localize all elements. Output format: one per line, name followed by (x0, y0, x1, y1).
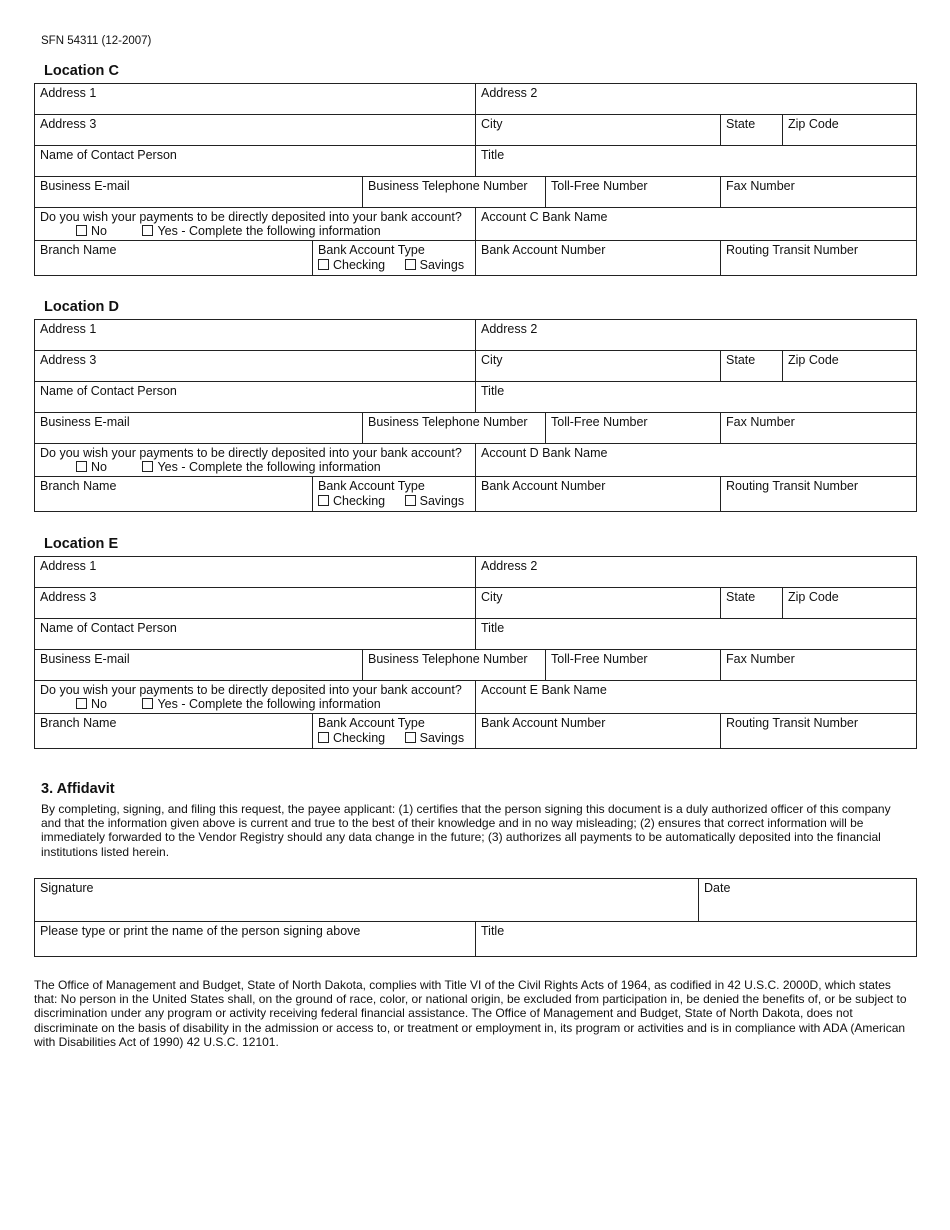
state-label: State (726, 353, 756, 367)
checking-checkbox[interactable] (318, 495, 329, 506)
address2-label: Address 2 (481, 559, 538, 573)
location-table (34, 83, 917, 276)
branch-label: Branch Name (40, 243, 117, 257)
tollfree-label: Toll-Free Number (551, 415, 648, 429)
date-field[interactable] (699, 879, 917, 922)
no-checkbox[interactable] (76, 698, 87, 709)
deposit-question (35, 444, 476, 477)
phone-label: Business Telephone Number (368, 415, 528, 429)
routing-label: Routing Transit Number (726, 479, 859, 493)
title-field[interactable] (476, 382, 917, 413)
address2-field[interactable] (476, 320, 917, 351)
email-field[interactable] (35, 177, 363, 208)
no-checkbox[interactable] (76, 461, 87, 472)
routing-field[interactable] (721, 241, 917, 276)
no-checkbox[interactable] (76, 225, 87, 236)
phone-field[interactable] (363, 177, 546, 208)
checking-checkbox[interactable] (318, 732, 329, 743)
tollfree-field[interactable] (546, 177, 721, 208)
affidavit-text: By completing, signing, and filing this request, the payee applicant: (1) certifies that the person signing this document is a duly authorized officer of this company and that the information given above is current and true to the best of their knowledge and in no way misleading; (2) ensures that correct information will be immediately forwarded to the Vendor Registry should any data change in the future; (3) authorizes all payments to be automatically deposited into the financial institutions listed herein. (41, 802, 891, 859)
deposit-question-label: Do you wish your payments to be directly deposited into your bank account? (40, 683, 462, 697)
savings-checkbox[interactable] (405, 732, 416, 743)
address1-label: Address 1 (40, 322, 97, 336)
no-label: No (91, 697, 107, 711)
zip-field[interactable] (783, 588, 917, 619)
yes-checkbox[interactable] (142, 698, 153, 709)
email-field[interactable] (35, 650, 363, 681)
no-label: No (91, 460, 107, 474)
bank-name-label: Account D Bank Name (481, 446, 608, 460)
address3-label: Address 3 (40, 590, 97, 604)
signature-label: Signature (40, 881, 94, 895)
branch-field[interactable] (35, 241, 313, 276)
signature-field[interactable] (35, 879, 699, 922)
account-type-label: Bank Account Type (318, 479, 425, 493)
bank-name-field[interactable] (476, 444, 917, 477)
state-field[interactable] (721, 351, 783, 382)
zip-field[interactable] (783, 351, 917, 382)
address2-field[interactable] (476, 557, 917, 588)
phone-label: Business Telephone Number (368, 652, 528, 666)
deposit-question (35, 208, 476, 241)
no-label: No (91, 224, 107, 238)
deposit-question-label: Do you wish your payments to be directly deposited into your bank account? (40, 210, 462, 224)
address1-label: Address 1 (40, 86, 97, 100)
form-number: SFN 54311 (12-2007) (41, 35, 152, 47)
date-label: Date (704, 881, 731, 895)
fax-label: Fax Number (726, 179, 795, 193)
routing-field[interactable] (721, 714, 917, 749)
branch-label: Branch Name (40, 479, 117, 493)
zip-label: Zip Code (788, 117, 839, 131)
email-label: Business E-mail (40, 415, 130, 429)
print-name-label: Please type or print the name of the person signing above (40, 924, 361, 938)
contact-label: Name of Contact Person (40, 384, 177, 398)
deposit-question (35, 681, 476, 714)
fax-label: Fax Number (726, 415, 795, 429)
email-label: Business E-mail (40, 179, 130, 193)
address3-label: Address 3 (40, 353, 97, 367)
account-number-label: Bank Account Number (481, 243, 606, 257)
account-type-field (313, 241, 476, 276)
location-table (34, 556, 917, 749)
account-number-field[interactable] (476, 477, 721, 512)
phone-field[interactable] (363, 650, 546, 681)
state-field[interactable] (721, 588, 783, 619)
address2-label: Address 2 (481, 322, 538, 336)
address1-label: Address 1 (40, 559, 97, 573)
email-label: Business E-mail (40, 652, 130, 666)
address1-field[interactable] (35, 320, 476, 351)
affidavit-heading: 3. Affidavit (41, 781, 115, 797)
yes-label: Yes (157, 224, 178, 238)
tollfree-field[interactable] (546, 413, 721, 444)
account-type-field (313, 714, 476, 749)
title-field[interactable] (476, 619, 917, 650)
yes-note-label: - Complete the following information (181, 697, 381, 711)
deposit-question-label: Do you wish your payments to be directly deposited into your bank account? (40, 446, 462, 460)
location-title: Location E (44, 536, 119, 552)
zip-label: Zip Code (788, 590, 839, 604)
yes-checkbox[interactable] (142, 225, 153, 236)
print-name-field[interactable] (35, 922, 476, 957)
yes-checkbox[interactable] (142, 461, 153, 472)
yes-note-label: - Complete the following information (181, 460, 381, 474)
state-label: State (726, 117, 756, 131)
address1-field[interactable] (35, 557, 476, 588)
bank-name-label: Account E Bank Name (481, 683, 607, 697)
account-type-label: Bank Account Type (318, 243, 425, 257)
account-type-field (313, 477, 476, 512)
city-field[interactable] (476, 351, 721, 382)
address3-field[interactable] (35, 115, 476, 146)
title-field[interactable] (476, 146, 917, 177)
city-field[interactable] (476, 115, 721, 146)
phone-label: Business Telephone Number (368, 179, 528, 193)
account-number-field[interactable] (476, 714, 721, 749)
yes-note-label: - Complete the following information (181, 224, 381, 238)
contact-field[interactable] (35, 382, 476, 413)
tollfree-label: Toll-Free Number (551, 652, 648, 666)
account-type-label: Bank Account Type (318, 716, 425, 730)
fax-field[interactable] (721, 650, 917, 681)
routing-label: Routing Transit Number (726, 716, 859, 730)
contact-field[interactable] (35, 146, 476, 177)
address3-label: Address 3 (40, 117, 97, 131)
zip-field[interactable] (783, 115, 917, 146)
title-label: Title (481, 384, 505, 398)
bank-name-label: Account C Bank Name (481, 210, 608, 224)
city-label: City (481, 353, 503, 367)
location-table (34, 319, 917, 512)
yes-label: Yes (157, 697, 178, 711)
address2-field[interactable] (476, 84, 917, 115)
fax-label: Fax Number (726, 652, 795, 666)
city-label: City (481, 590, 503, 604)
savings-checkbox[interactable] (405, 259, 416, 270)
contact-field[interactable] (35, 619, 476, 650)
savings-label: Savings (419, 258, 465, 272)
title-label: Title (481, 148, 505, 162)
routing-label: Routing Transit Number (726, 243, 859, 257)
branch-field[interactable] (35, 714, 313, 749)
location-title: Location D (44, 299, 119, 315)
address3-field[interactable] (35, 351, 476, 382)
checking-label: Checking (333, 494, 386, 508)
city-field[interactable] (476, 588, 721, 619)
savings-label: Savings (419, 494, 465, 508)
contact-label: Name of Contact Person (40, 621, 177, 635)
location-title: Location C (44, 63, 119, 79)
checking-label: Checking (333, 731, 386, 745)
address1-field[interactable] (35, 84, 476, 115)
contact-label: Name of Contact Person (40, 148, 177, 162)
savings-label: Savings (419, 731, 465, 745)
fax-field[interactable] (721, 177, 917, 208)
checking-checkbox[interactable] (318, 259, 329, 270)
routing-field[interactable] (721, 477, 917, 512)
phone-field[interactable] (363, 413, 546, 444)
title-label: Title (481, 621, 505, 635)
signer-title-field[interactable] (476, 922, 917, 957)
tollfree-label: Toll-Free Number (551, 179, 648, 193)
civil-rights-notice: The Office of Management and Budget, State of North Dakota, complies with Title VI of the Civil Rights Acts of 1964, as codified in 42 U.S.C. 2000D, which states that: No person in the United States shall, on the ground of race, color, or national origin, be excluded from participation in, be denied the benefits of, or be subject to discrimination under any program or activity receiving federal financial assistance. The Office of Management and Budget, State of North Dakota, does not discriminate on the basis of disability in the admission or access to, or treatment or employment in, its program or activities and is in compliance with ADA (American with Disabilities Act of 1990) 42 U.S.C. 12101. (34, 978, 907, 1049)
fax-field[interactable] (721, 413, 917, 444)
state-label: State (726, 590, 756, 604)
checking-label: Checking (333, 258, 386, 272)
tollfree-field[interactable] (546, 650, 721, 681)
email-field[interactable] (35, 413, 363, 444)
savings-checkbox[interactable] (405, 495, 416, 506)
bank-name-field[interactable] (476, 208, 917, 241)
account-number-label: Bank Account Number (481, 716, 606, 730)
branch-field[interactable] (35, 477, 313, 512)
address2-label: Address 2 (481, 86, 538, 100)
bank-name-field[interactable] (476, 681, 917, 714)
branch-label: Branch Name (40, 716, 117, 730)
address3-field[interactable] (35, 588, 476, 619)
signer-title-label: Title (481, 924, 505, 938)
account-number-field[interactable] (476, 241, 721, 276)
state-field[interactable] (721, 115, 783, 146)
city-label: City (481, 117, 503, 131)
account-number-label: Bank Account Number (481, 479, 606, 493)
yes-label: Yes (157, 460, 178, 474)
zip-label: Zip Code (788, 353, 839, 367)
signature-table (34, 878, 917, 957)
